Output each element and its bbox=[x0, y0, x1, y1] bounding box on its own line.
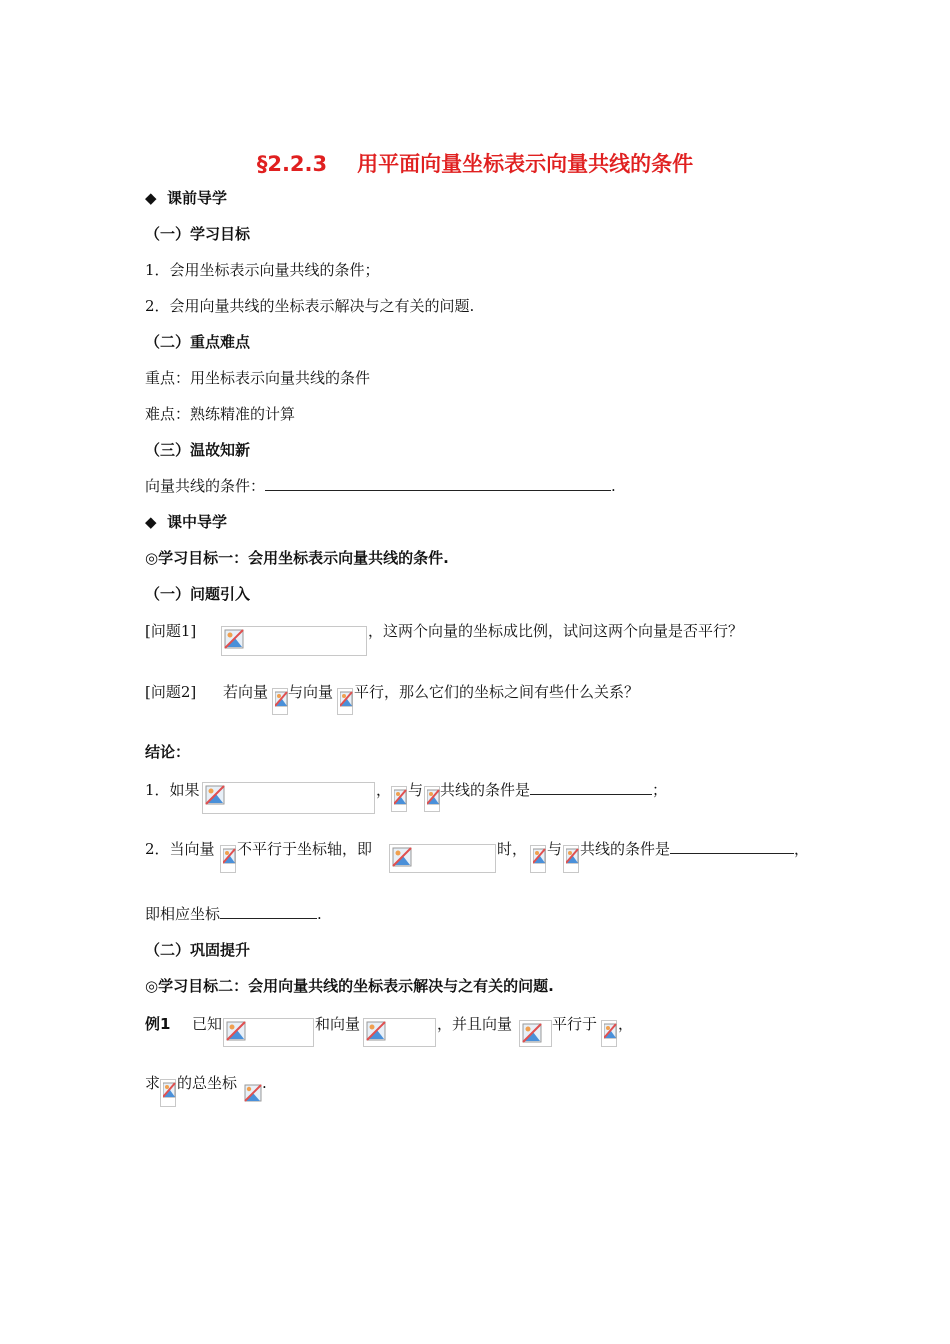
broken-image-icon bbox=[226, 1021, 248, 1043]
formula-image bbox=[221, 626, 367, 656]
goal-2: 2．会用向量共线的坐标表示解决与之有关的问题. bbox=[145, 297, 475, 315]
keypoints-heading: （二）重点难点 bbox=[145, 333, 251, 351]
formula-image bbox=[391, 786, 407, 812]
page-title bbox=[0, 148, 950, 178]
pre-class-heading: ◆ 课前导学 bbox=[145, 189, 228, 207]
broken-image-icon bbox=[244, 1084, 264, 1104]
intro-heading: （一）问题引入 bbox=[145, 585, 251, 603]
broken-image-icon bbox=[394, 789, 408, 807]
formula-image bbox=[363, 1018, 436, 1047]
goal-1: 1．会用坐标表示向量共线的条件； bbox=[145, 261, 380, 279]
formula-image bbox=[424, 786, 440, 812]
example-label: 例1 bbox=[145, 1015, 171, 1033]
broken-image-icon bbox=[340, 691, 354, 709]
formula-image bbox=[202, 782, 375, 814]
goals-heading: （一）学习目标 bbox=[145, 225, 251, 243]
formula-image bbox=[242, 1082, 262, 1104]
broken-image-icon bbox=[533, 848, 547, 866]
broken-image-icon bbox=[392, 847, 414, 869]
formula-image bbox=[337, 688, 353, 715]
question-1-text: ，这两个向量的坐标成比例，试问这两个向量是否平行？ bbox=[368, 622, 744, 640]
question-2-label: [问题2] bbox=[145, 683, 197, 701]
formula-image bbox=[519, 1020, 552, 1047]
formula-image bbox=[530, 845, 546, 873]
broken-image-icon bbox=[566, 848, 580, 866]
broken-image-icon bbox=[224, 629, 246, 651]
formula-image bbox=[160, 1079, 176, 1107]
formula-image bbox=[272, 688, 288, 715]
learning-target-1: ◎学习目标一：会用坐标表示向量共线的条件. bbox=[145, 549, 449, 567]
key-point: 重点：用坐标表示向量共线的条件 bbox=[145, 369, 371, 387]
broken-image-icon bbox=[522, 1023, 544, 1045]
broken-image-icon bbox=[427, 789, 441, 807]
title-text: 用平面向量坐标表示向量共线的条件 bbox=[357, 152, 694, 176]
bullet-icon: ◆ bbox=[145, 189, 157, 207]
formula-image bbox=[601, 1020, 617, 1047]
bullet-icon: ◆ bbox=[145, 513, 157, 531]
formula-image bbox=[223, 1018, 314, 1047]
in-class-heading: ◆ 课中导学 bbox=[145, 513, 228, 531]
broken-image-icon bbox=[223, 848, 237, 866]
consolidate-heading: （二）巩固提升 bbox=[145, 941, 251, 959]
answer-blank[interactable] bbox=[265, 476, 611, 491]
formula-image bbox=[220, 845, 236, 873]
review-heading: （三）温故知新 bbox=[145, 441, 251, 459]
broken-image-icon bbox=[163, 1082, 177, 1100]
formula-image bbox=[563, 845, 579, 873]
broken-image-icon bbox=[604, 1023, 618, 1041]
answer-blank[interactable] bbox=[530, 780, 652, 795]
coordinate-line: 即相应坐标 . bbox=[145, 905, 322, 923]
broken-image-icon bbox=[366, 1021, 388, 1043]
question-1-label: [问题1] bbox=[145, 622, 197, 640]
broken-image-icon bbox=[275, 691, 289, 709]
conclusion-heading: 结论： bbox=[145, 743, 191, 761]
answer-blank[interactable] bbox=[670, 839, 794, 854]
learning-target-2: ◎学习目标二：会用向量共线的坐标表示解决与之有关的问题. bbox=[145, 977, 554, 995]
difficulty-point: 难点：熟练精准的计算 bbox=[145, 405, 296, 423]
answer-blank[interactable] bbox=[220, 904, 317, 919]
review-line: 向量共线的条件： . bbox=[145, 477, 616, 495]
formula-image bbox=[389, 844, 496, 873]
section-number: §2.2.3 bbox=[256, 152, 328, 176]
broken-image-icon bbox=[205, 785, 227, 807]
